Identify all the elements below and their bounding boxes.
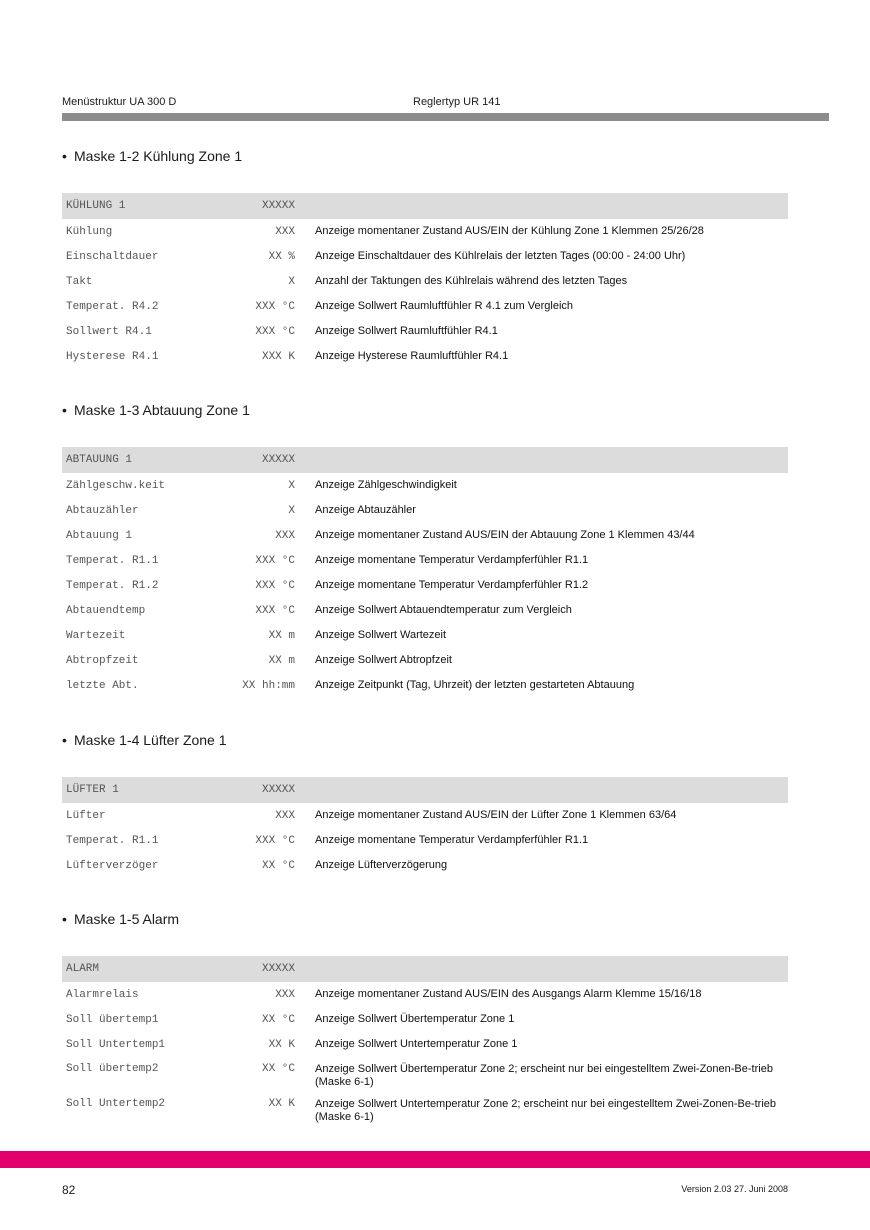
header-controller-type: Reglertyp UR 141 bbox=[413, 96, 501, 108]
header-value: XXXXX bbox=[261, 200, 295, 212]
row-name: Temperat. R4.2 bbox=[66, 300, 159, 313]
row-value: XXX °C bbox=[255, 300, 295, 313]
row-value: XX °C bbox=[261, 859, 295, 872]
row-name: Lüfter bbox=[66, 809, 106, 822]
row-value: XXX bbox=[275, 529, 295, 542]
table-row bbox=[62, 803, 788, 828]
bullet-icon: • bbox=[62, 911, 67, 927]
header-name: KÜHLUNG 1 bbox=[66, 200, 126, 212]
row-value: XXX °C bbox=[255, 604, 295, 617]
row-name: Takt bbox=[66, 275, 93, 288]
row-name: Temperat. R1.2 bbox=[66, 579, 159, 592]
table-row bbox=[62, 598, 788, 623]
row-description: Anzeige momentaner Zustand AUS/EIN des Ausgangs Alarm Klemme 15/16/18 bbox=[315, 988, 702, 1000]
row-value: XXX °C bbox=[255, 834, 295, 847]
table-row bbox=[62, 219, 788, 244]
row-value: XXX °C bbox=[255, 554, 295, 567]
row-name: Zählgeschw.keit bbox=[66, 479, 166, 492]
row-description: Anzeige momentane Temperatur Verdampferfühler R1.1 bbox=[315, 554, 589, 566]
table-row bbox=[62, 648, 788, 673]
table-row bbox=[62, 548, 788, 573]
row-name: Abtauendtemp bbox=[66, 604, 146, 617]
row-name: letzte Abt. bbox=[66, 679, 139, 692]
row-description: Anzahl der Taktungen des Kühlrelais während des letzten Tages bbox=[315, 275, 628, 287]
header-name: ABTAUUNG 1 bbox=[66, 454, 133, 466]
row-value: XX % bbox=[268, 250, 295, 263]
table-row bbox=[62, 1007, 788, 1032]
row-value: XX K bbox=[268, 1038, 295, 1051]
table-header bbox=[62, 447, 788, 473]
row-value: X bbox=[288, 479, 295, 492]
row-description: Anzeige Sollwert Untertemperatur Zone 2; erscheint nur bei eingestelltem Zwei-Zonen-Be-trieb (Maske 6-1) bbox=[315, 1098, 776, 1123]
row-value: XX hh:mm bbox=[242, 679, 295, 692]
row-description: Anzeige momentane Temperatur Verdampferfühler R1.2 bbox=[315, 579, 589, 591]
row-description: Anzeige Sollwert Raumluftfühler R 4.1 zum Vergleich bbox=[315, 300, 574, 312]
row-value: XX °C bbox=[261, 1063, 295, 1075]
row-description: Anzeige Sollwert Abtauendtemperatur zum Vergleich bbox=[315, 604, 572, 616]
row-description: Anzeige Sollwert Raumluftfühler R4.1 bbox=[315, 325, 498, 337]
row-description: Anzeige Abtauzähler bbox=[315, 504, 416, 516]
bullet-icon: • bbox=[62, 732, 67, 748]
row-name: Hysterese R4.1 bbox=[66, 350, 159, 363]
row-description: Anzeige momentaner Zustand AUS/EIN der Kühlung Zone 1 Klemmen 25/26/28 bbox=[315, 225, 704, 237]
table-row bbox=[62, 244, 788, 269]
row-name: Alarmrelais bbox=[66, 988, 139, 1001]
row-name: Soll übertemp2 bbox=[66, 1063, 159, 1075]
header-name: LÜFTER 1 bbox=[66, 784, 119, 796]
table-row bbox=[62, 828, 788, 853]
table-row bbox=[62, 498, 788, 523]
section-abtauung bbox=[62, 400, 788, 698]
table-row bbox=[62, 673, 788, 698]
row-value: XXX bbox=[275, 225, 295, 238]
row-value: XXX °C bbox=[255, 579, 295, 592]
section-kuehlung bbox=[62, 146, 788, 369]
row-description: Anzeige Einschaltdauer des Kühlrelais der letzten Tages (00:00 - 24:00 Uhr) bbox=[315, 250, 686, 262]
row-description: Anzeige momentaner Zustand AUS/EIN der Abtauung Zone 1 Klemmen 43/44 bbox=[315, 529, 695, 541]
section-title: • Maske 1-2 Kühlung Zone 1 bbox=[62, 148, 243, 164]
row-value: XX m bbox=[268, 629, 295, 642]
row-name: Temperat. R1.1 bbox=[66, 834, 159, 847]
row-value: XXX K bbox=[261, 350, 295, 363]
row-value: XX K bbox=[268, 1098, 295, 1110]
section-luefter bbox=[62, 730, 788, 878]
row-description: Anzeige Lüfterverzögerung bbox=[315, 859, 448, 871]
row-value: XX m bbox=[268, 654, 295, 667]
row-value: XXX °C bbox=[255, 325, 295, 338]
row-value: XXX bbox=[275, 809, 295, 822]
table-row bbox=[62, 319, 788, 344]
section-title: • Maske 1-3 Abtauung Zone 1 bbox=[62, 402, 250, 418]
row-name: Abtauung 1 bbox=[66, 529, 133, 542]
table-row bbox=[62, 473, 788, 498]
bullet-icon: • bbox=[62, 402, 67, 418]
row-description: Anzeige Zählgeschwindigkeit bbox=[315, 479, 457, 491]
row-description: Anzeige Sollwert Abtropfzeit bbox=[315, 654, 452, 666]
row-value: X bbox=[288, 504, 295, 517]
row-name: Soll Untertemp2 bbox=[66, 1098, 166, 1110]
header-divider bbox=[62, 113, 829, 121]
row-name: Temperat. R1.1 bbox=[66, 554, 159, 567]
version-info: Version 2.03 27. Juni 2008 bbox=[681, 1184, 788, 1194]
row-description: Anzeige Sollwert Untertemperatur Zone 1 bbox=[315, 1038, 518, 1050]
table-header bbox=[62, 956, 788, 982]
header-value: XXXXX bbox=[261, 963, 295, 975]
header-document-title: Menüstruktur UA 300 D bbox=[62, 96, 177, 108]
table-row bbox=[62, 982, 788, 1007]
row-value: X bbox=[288, 275, 295, 288]
table-row bbox=[62, 523, 788, 548]
table-row bbox=[62, 269, 788, 294]
table-header bbox=[62, 777, 788, 803]
section-title: • Maske 1-5 Alarm bbox=[62, 911, 180, 927]
row-name: Lüfterverzöger bbox=[66, 859, 159, 872]
row-description: Anzeige momentane Temperatur Verdampferfühler R1.1 bbox=[315, 834, 589, 846]
table-row bbox=[62, 344, 788, 369]
footer-accent-bar bbox=[0, 1151, 870, 1168]
table-row bbox=[62, 573, 788, 598]
row-name: Abtropfzeit bbox=[66, 654, 139, 667]
header-value: XXXXX bbox=[261, 784, 295, 796]
table-row bbox=[62, 853, 788, 878]
row-value: XXX bbox=[275, 988, 295, 1001]
row-value: XX °C bbox=[261, 1013, 295, 1026]
row-description: Anzeige Sollwert Übertemperatur Zone 2; erscheint nur bei eingestelltem Zwei-Zonen-Be-trieb (Maske 6-1) bbox=[315, 1063, 773, 1088]
table-header bbox=[62, 193, 788, 219]
row-description: Anzeige Hysterese Raumluftfühler R4.1 bbox=[315, 350, 509, 362]
table-row bbox=[62, 1092, 788, 1127]
section-alarm bbox=[62, 909, 788, 1127]
row-name: Wartezeit bbox=[66, 629, 126, 642]
row-description: Anzeige Zeitpunkt (Tag, Uhrzeit) der letzten gestarteten Abtauung bbox=[315, 679, 635, 691]
section-title: • Maske 1-4 Lüfter Zone 1 bbox=[62, 732, 227, 748]
row-name: Soll übertemp1 bbox=[66, 1013, 159, 1026]
row-name: Sollwert R4.1 bbox=[66, 325, 152, 338]
page-number: 82 bbox=[62, 1183, 76, 1197]
bullet-icon: • bbox=[62, 148, 67, 164]
header-value: XXXXX bbox=[261, 454, 295, 466]
row-name: Einschaltdauer bbox=[66, 250, 159, 263]
table-row bbox=[62, 294, 788, 319]
row-name: Abtauzähler bbox=[66, 504, 139, 517]
table-row bbox=[62, 623, 788, 648]
row-name: Soll Untertemp1 bbox=[66, 1038, 166, 1051]
row-description: Anzeige Sollwert Wartezeit bbox=[315, 629, 447, 641]
header-name: ALARM bbox=[66, 963, 100, 975]
table-row bbox=[62, 1057, 788, 1092]
row-name: Kühlung bbox=[66, 225, 113, 238]
row-description: Anzeige momentaner Zustand AUS/EIN der Lüfter Zone 1 Klemmen 63/64 bbox=[315, 809, 677, 821]
table-row bbox=[62, 1032, 788, 1057]
row-description: Anzeige Sollwert Übertemperatur Zone 1 bbox=[315, 1013, 515, 1025]
